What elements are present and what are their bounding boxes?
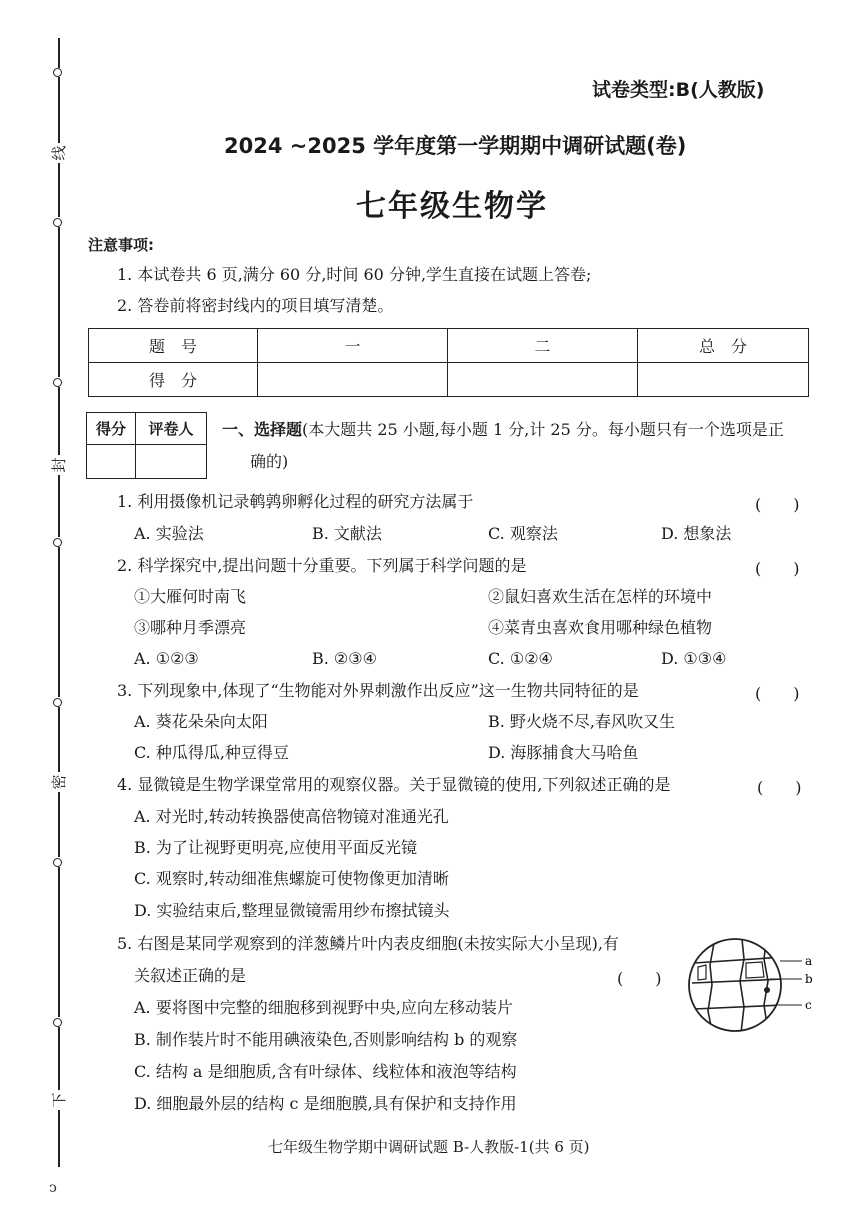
margin-char-feng: 封 [49, 455, 69, 475]
margin-line [58, 227, 60, 377]
option-b: B. 野火烧不尽,春风吹又生 [488, 712, 676, 731]
option-c: C. ①②④ [488, 649, 553, 668]
score-header-number: 题 号 [89, 329, 258, 363]
section1-heading-line [222, 420, 784, 440]
notes-heading: 注意事项: [88, 236, 154, 254]
cell-walls [692, 939, 784, 1033]
option-b: B. ②③④ [312, 649, 377, 668]
margin-line [58, 38, 60, 68]
option-a: A. 对光时,转动转换器使高倍物镜对准通光孔 [134, 807, 449, 826]
option-d: D. 想象法 [661, 524, 732, 543]
answer-paren[interactable]: ( ) [617, 969, 662, 988]
exam-title: 2024 ~2025 学年度第一学期期中调研试题(卷) [224, 134, 687, 158]
score-header-part1: 一 [258, 329, 448, 363]
grader-name-cell[interactable] [136, 445, 207, 479]
score-cell-total[interactable] [638, 363, 809, 397]
margin-circle [53, 538, 62, 547]
option-d: D. ①③④ [661, 649, 727, 668]
grader-score-label: 得分 [87, 413, 136, 445]
onion-cell-figure [684, 935, 834, 1035]
nucleus-dot [764, 987, 770, 993]
margin-circle [53, 218, 62, 227]
score-header-part2: 二 [448, 329, 638, 363]
question-stem: 4. 显微镜是生物学课堂常用的观察仪器。关于显微镜的使用,下列叙述正确的是 [117, 775, 671, 794]
option-d: D. 细胞最外层的结构 c 是细胞膜,具有保护和支持作用 [134, 1094, 517, 1113]
grader-name-label: 评卷人 [136, 413, 207, 445]
answer-paren[interactable]: ( ) [757, 778, 802, 797]
option-c: C. 结构 a 是细胞质,含有叶绿体、线粒体和液泡等结构 [134, 1062, 517, 1081]
option-b: B. 文献法 [312, 524, 382, 543]
margin-char-xian: 线 [49, 143, 69, 163]
statement-1: ①大雁何时南飞 [134, 587, 247, 606]
question-stem: 5. 右图是某同学观察到的洋葱鳞片叶内表皮细胞(未按实际大小呈现),有 [117, 934, 619, 953]
margin-circle [53, 1018, 62, 1027]
option-a: A. 实验法 [134, 524, 204, 543]
label-a: a [805, 954, 813, 968]
paper-type: 试卷类型:B(人教版) [592, 79, 765, 101]
score-row-label: 得 分 [89, 363, 258, 397]
section1-desc: (本大题共 25 小题,每小题 1 分,计 25 分。每小题只有一个选项是正 [302, 420, 784, 439]
margin-char-xia: 下 [49, 1090, 69, 1110]
label-b: b [805, 972, 813, 986]
score-cell-part2[interactable] [448, 363, 638, 397]
option-c: C. 观察时,转动细准焦螺旋可使物像更加清晰 [134, 869, 449, 888]
statement-3: ③哪种月季漂亮 [134, 618, 247, 637]
page-footer: 七年级生物学期中调研试题 B-人教版-1(共 6 页) [268, 1138, 590, 1156]
option-c: C. 种瓜得瓜,种豆得豆 [134, 743, 289, 762]
answer-paren[interactable]: ( ) [755, 495, 800, 514]
question-stem-cont: 关叙述正确的是 [134, 966, 247, 985]
score-table [88, 328, 809, 397]
option-a: A. 葵花朵朵向太阳 [134, 712, 268, 731]
option-b: B. 制作装片时不能用碘液染色,否则影响结构 b 的观察 [134, 1030, 518, 1049]
question-stem: 1. 利用摄像机记录鹌鹑卵孵化过程的研究方法属于 [117, 492, 474, 511]
score-header-total: 总 分 [638, 329, 809, 363]
question-stem: 2. 科学探究中,提出问题十分重要。下列属于科学问题的是 [117, 556, 527, 575]
option-d: D. 实验结束后,整理显微镜需用纱布擦拭镜头 [134, 901, 450, 920]
note-item-2: 2. 答卷前将密封线内的项目填写清楚。 [117, 296, 394, 315]
answer-paren[interactable]: ( ) [755, 684, 800, 703]
margin-end-mark: ↄ [49, 1180, 57, 1196]
margin-circle [53, 698, 62, 707]
margin-circle [53, 858, 62, 867]
statement-2: ②鼠妇喜欢生活在怎样的环境中 [488, 587, 713, 606]
label-c: c [805, 998, 812, 1012]
question-stem: 3. 下列现象中,体现了“生物能对外界刺激作出反应”这一生物共同特征的是 [117, 681, 639, 700]
section1-desc-cont: 确的) [250, 452, 289, 471]
statement-4: ④菜青虫喜欢食用哪种绿色植物 [488, 618, 713, 637]
margin-circle [53, 378, 62, 387]
margin-line [58, 547, 60, 697]
option-a: A. ①②③ [134, 649, 199, 668]
option-a: A. 要将图中完整的细胞移到视野中央,应向左移动装片 [134, 998, 513, 1017]
subject-title: 七年级生物学 [356, 189, 548, 224]
section1-heading: 一、选择题 [222, 420, 303, 439]
grader-box [86, 412, 207, 479]
margin-line [58, 867, 60, 1017]
note-item-1: 1. 本试卷共 6 页,满分 60 分,时间 60 分钟,学生直接在试题上答卷; [117, 265, 592, 284]
score-cell-part1[interactable] [258, 363, 448, 397]
grader-score-cell[interactable] [87, 445, 136, 479]
option-c: C. 观察法 [488, 524, 558, 543]
margin-circle [53, 68, 62, 77]
answer-paren[interactable]: ( ) [755, 559, 800, 578]
option-b: B. 为了让视野更明亮,应使用平面反光镜 [134, 838, 418, 857]
margin-char-mi: 密 [49, 772, 69, 792]
option-d: D. 海豚捕食大马哈鱼 [488, 743, 639, 762]
